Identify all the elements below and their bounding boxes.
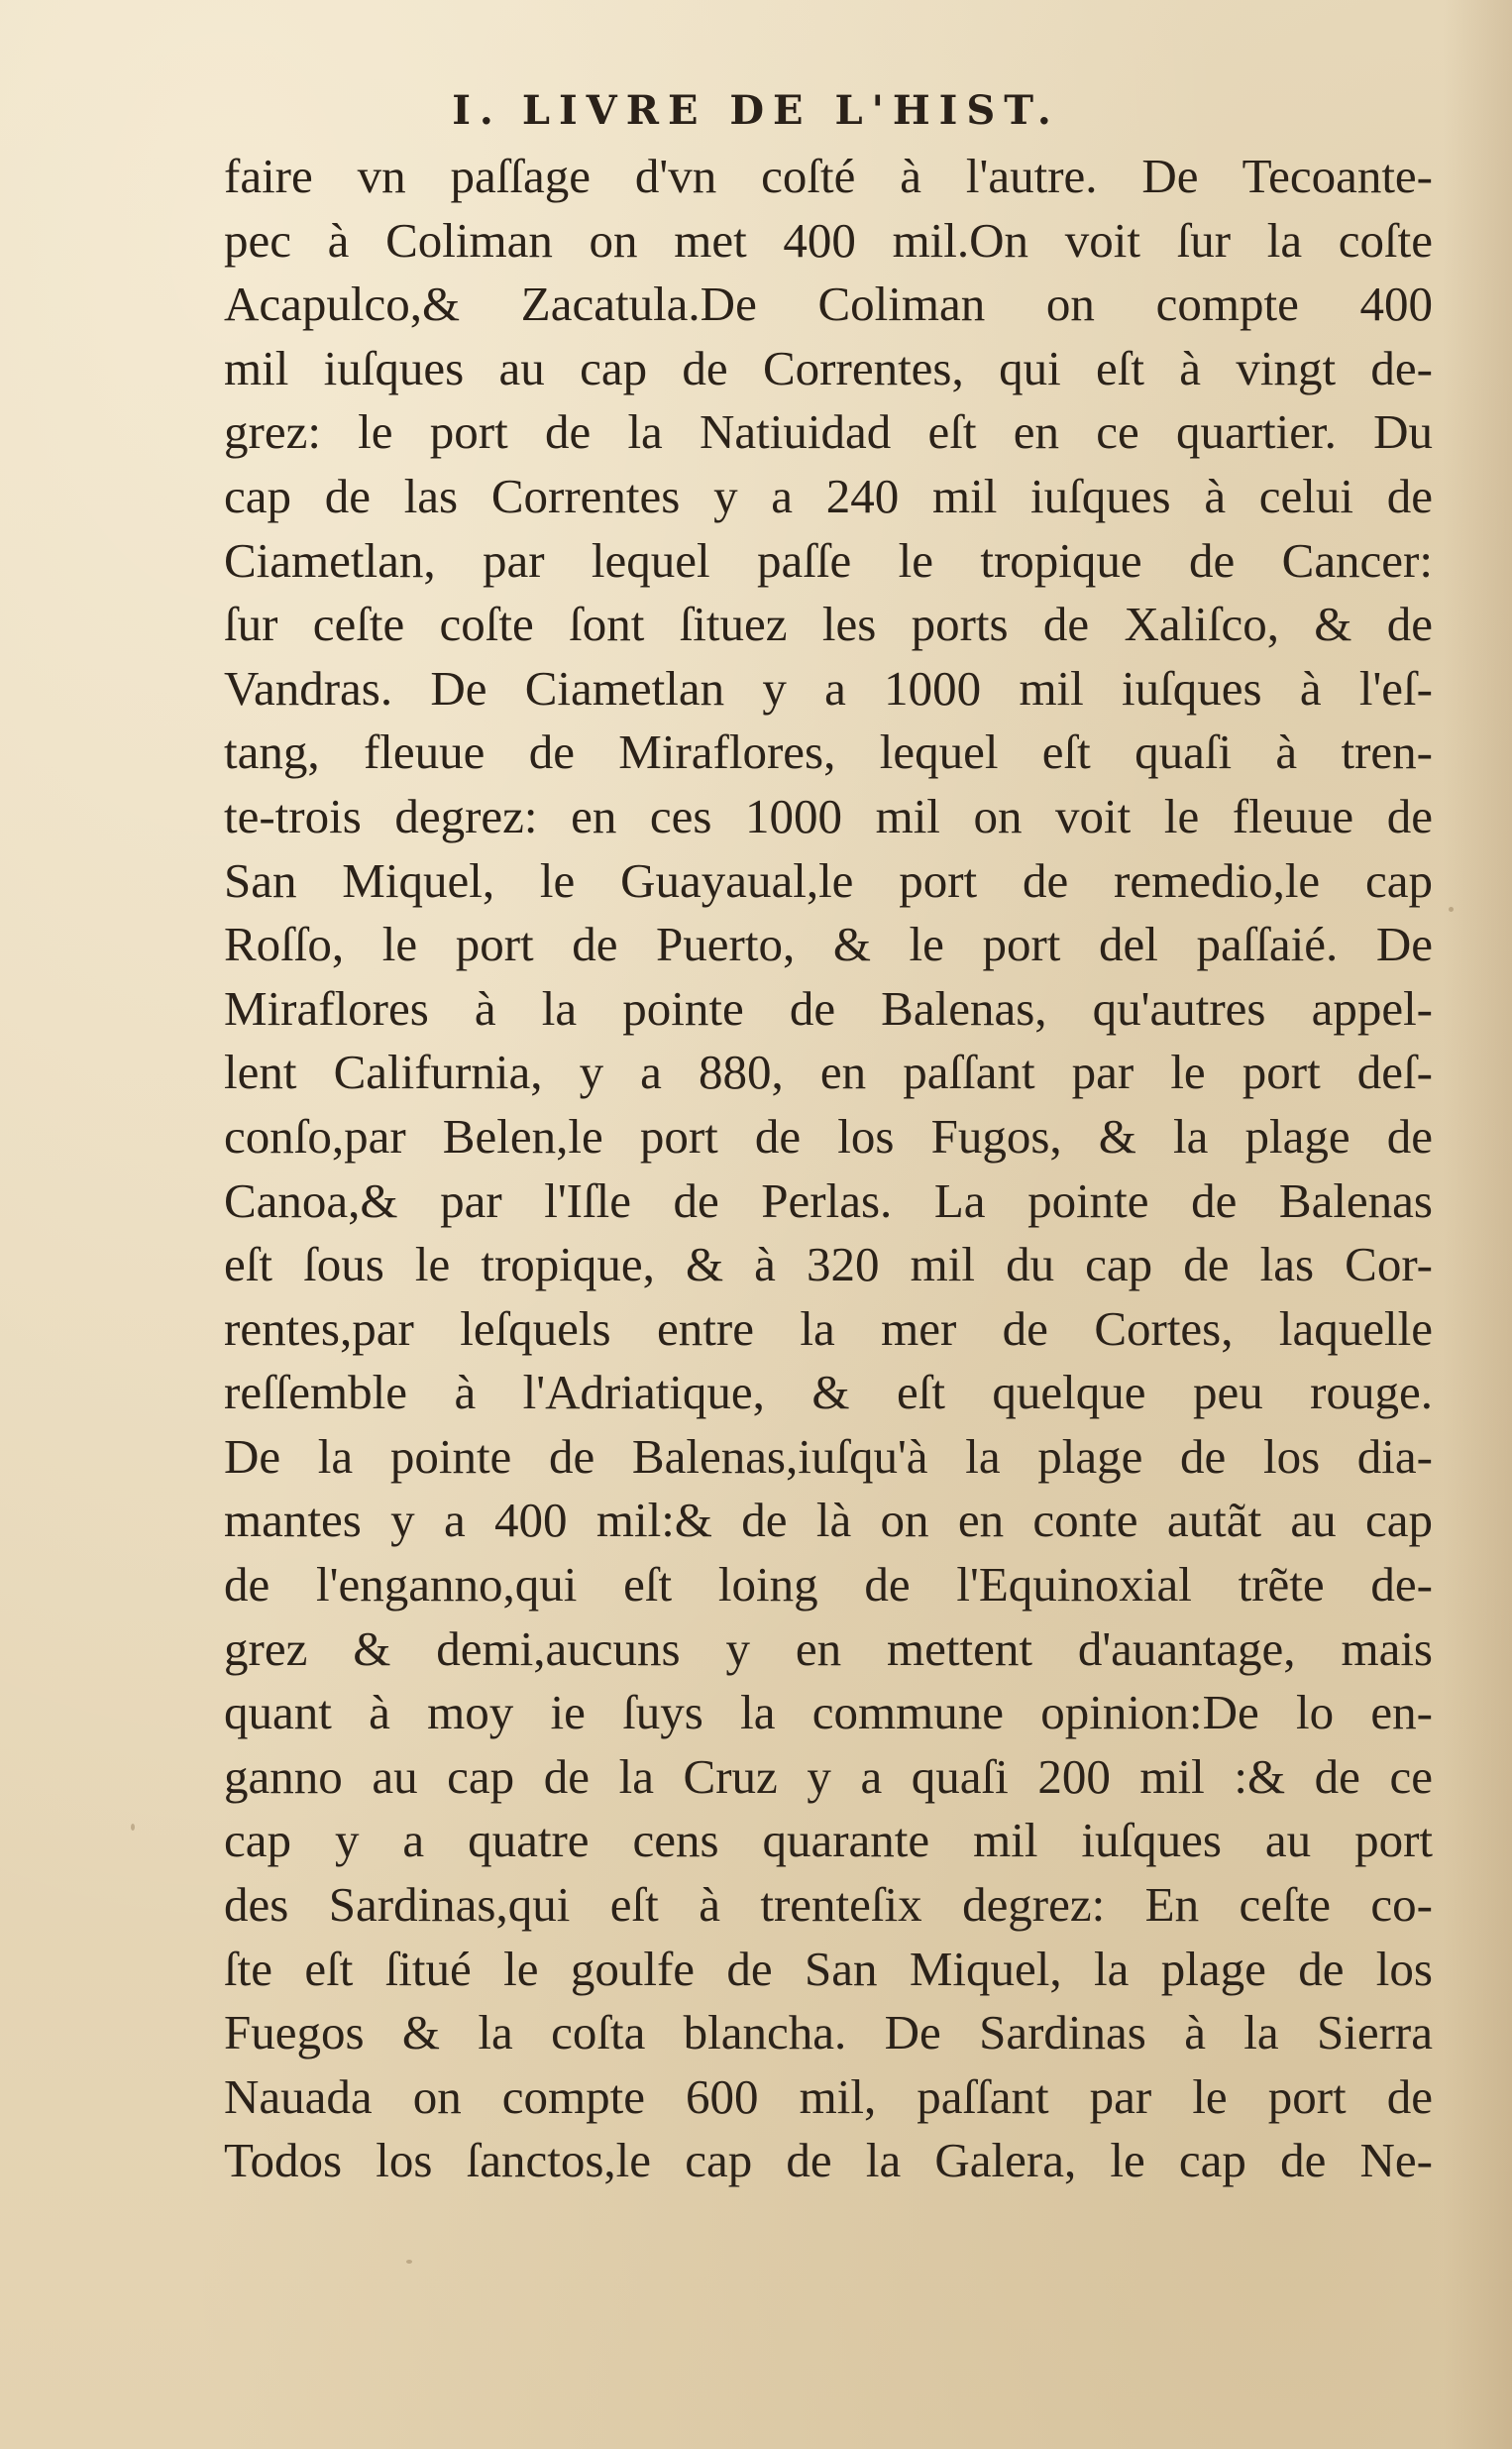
text-line: De la pointe de Balenas,iuſqu'à la plage de los dia- xyxy=(224,1428,1433,1484)
page-edge-shadow xyxy=(1443,0,1512,2449)
text-line: reſſemble à l'Adriatique, & eſt quelque peu rouge. xyxy=(224,1365,1433,1420)
text-line: te-trois degrez: en ces 1000 mil on voit le fleuue de xyxy=(224,788,1433,843)
running-head xyxy=(0,87,1512,134)
text-line: Roſſo, le port de Puerto, & le port del paſſaié. De xyxy=(224,917,1433,972)
text-line: lent Califurnia, y a 880, en paſſant par le port deſ- xyxy=(224,1045,1433,1100)
paper-speck xyxy=(1449,907,1454,912)
text-line: ganno au cap de la Cruz y a quaſi 200 mil :& de ce xyxy=(224,1748,1433,1804)
text-line: Nauada on compte 600 mil, paſſant par le port de xyxy=(224,2068,1433,2124)
running-head-number: I. xyxy=(452,87,502,134)
text-line: conſo,par Belen,le port de los Fugos, & la plage de xyxy=(224,1108,1433,1164)
text-line: Ciametlan, par lequel paſſe le tropique de Cancer: xyxy=(224,532,1433,588)
text-line: eſt ſous le tropique, & à 320 mil du cap de las Cor- xyxy=(224,1237,1433,1292)
text-line: mantes y a 400 mil:& de là on en conte autãt au cap xyxy=(224,1493,1433,1548)
text-line: grez: le port de la Natiuidad eſt en ce quartier. Du xyxy=(224,404,1433,460)
text-line: Acapulco,& Zacatula.De Coliman on compte 400 xyxy=(224,277,1433,332)
text-line: ſte eſt ſitué le goulfe de San Miquel, la plage de los xyxy=(224,1941,1433,1996)
text-line: quant à moy ie ſuys la commune opinion:De lo en- xyxy=(224,1685,1433,1740)
paper-speck xyxy=(131,1824,135,1831)
text-line: rentes,par leſquels entre la mer de Cortes, laquelle xyxy=(224,1300,1433,1356)
text-line: des Sardinas,qui eſt à trenteſix degrez: En ceſte co- xyxy=(224,1877,1433,1933)
text-line: pec à Coliman on met 400 mil.On voit ſur la coſte xyxy=(224,212,1433,268)
text-line: cap y a quatre cens quarante mil iuſques au port xyxy=(224,1813,1433,1868)
text-line: faire vn paſſage d'vn coſté à l'autre. De Tecoante- xyxy=(224,149,1433,203)
running-head-title: LIVRE DE L'HIST. xyxy=(521,87,1060,134)
text-line: tang, fleuue de Miraflores, lequel eſt quaſi à tren- xyxy=(224,724,1433,780)
body-text xyxy=(224,145,1433,2193)
text-line: San Miquel, le Guayaual,le port de remedio,le cap xyxy=(224,852,1433,908)
text-line: grez & demi,aucuns y en mettent d'auantage, mais xyxy=(224,1620,1433,1676)
text-line: Miraflores à la pointe de Balenas, qu'autres appel- xyxy=(224,980,1433,1036)
text-line: ſur ceſte coſte ſont ſituez les ports de Xaliſco, & de xyxy=(224,597,1433,652)
text-line: Vandras. De Ciametlan y a 1000 mil iuſques à l'eſ- xyxy=(224,660,1433,716)
text-line: cap de las Correntes y a 240 mil iuſques à celui de xyxy=(224,468,1433,523)
paper-speck xyxy=(406,2260,412,2264)
text-line: de l'enganno,qui eſt loing de l'Equinoxial trẽte de- xyxy=(224,1557,1433,1613)
text-line: Canoa,& par l'Iſle de Perlas. La pointe de Balenas xyxy=(224,1172,1433,1228)
text-line: Todos los ſanctos,le cap de la Galera, le cap de Ne- xyxy=(224,2133,1433,2188)
text-line: mil iuſques au cap de Correntes, qui eſt à vingt de- xyxy=(224,340,1433,395)
text-line: Fuegos & la coſta blancha. De Sardinas à la Sierra xyxy=(224,2005,1433,2060)
